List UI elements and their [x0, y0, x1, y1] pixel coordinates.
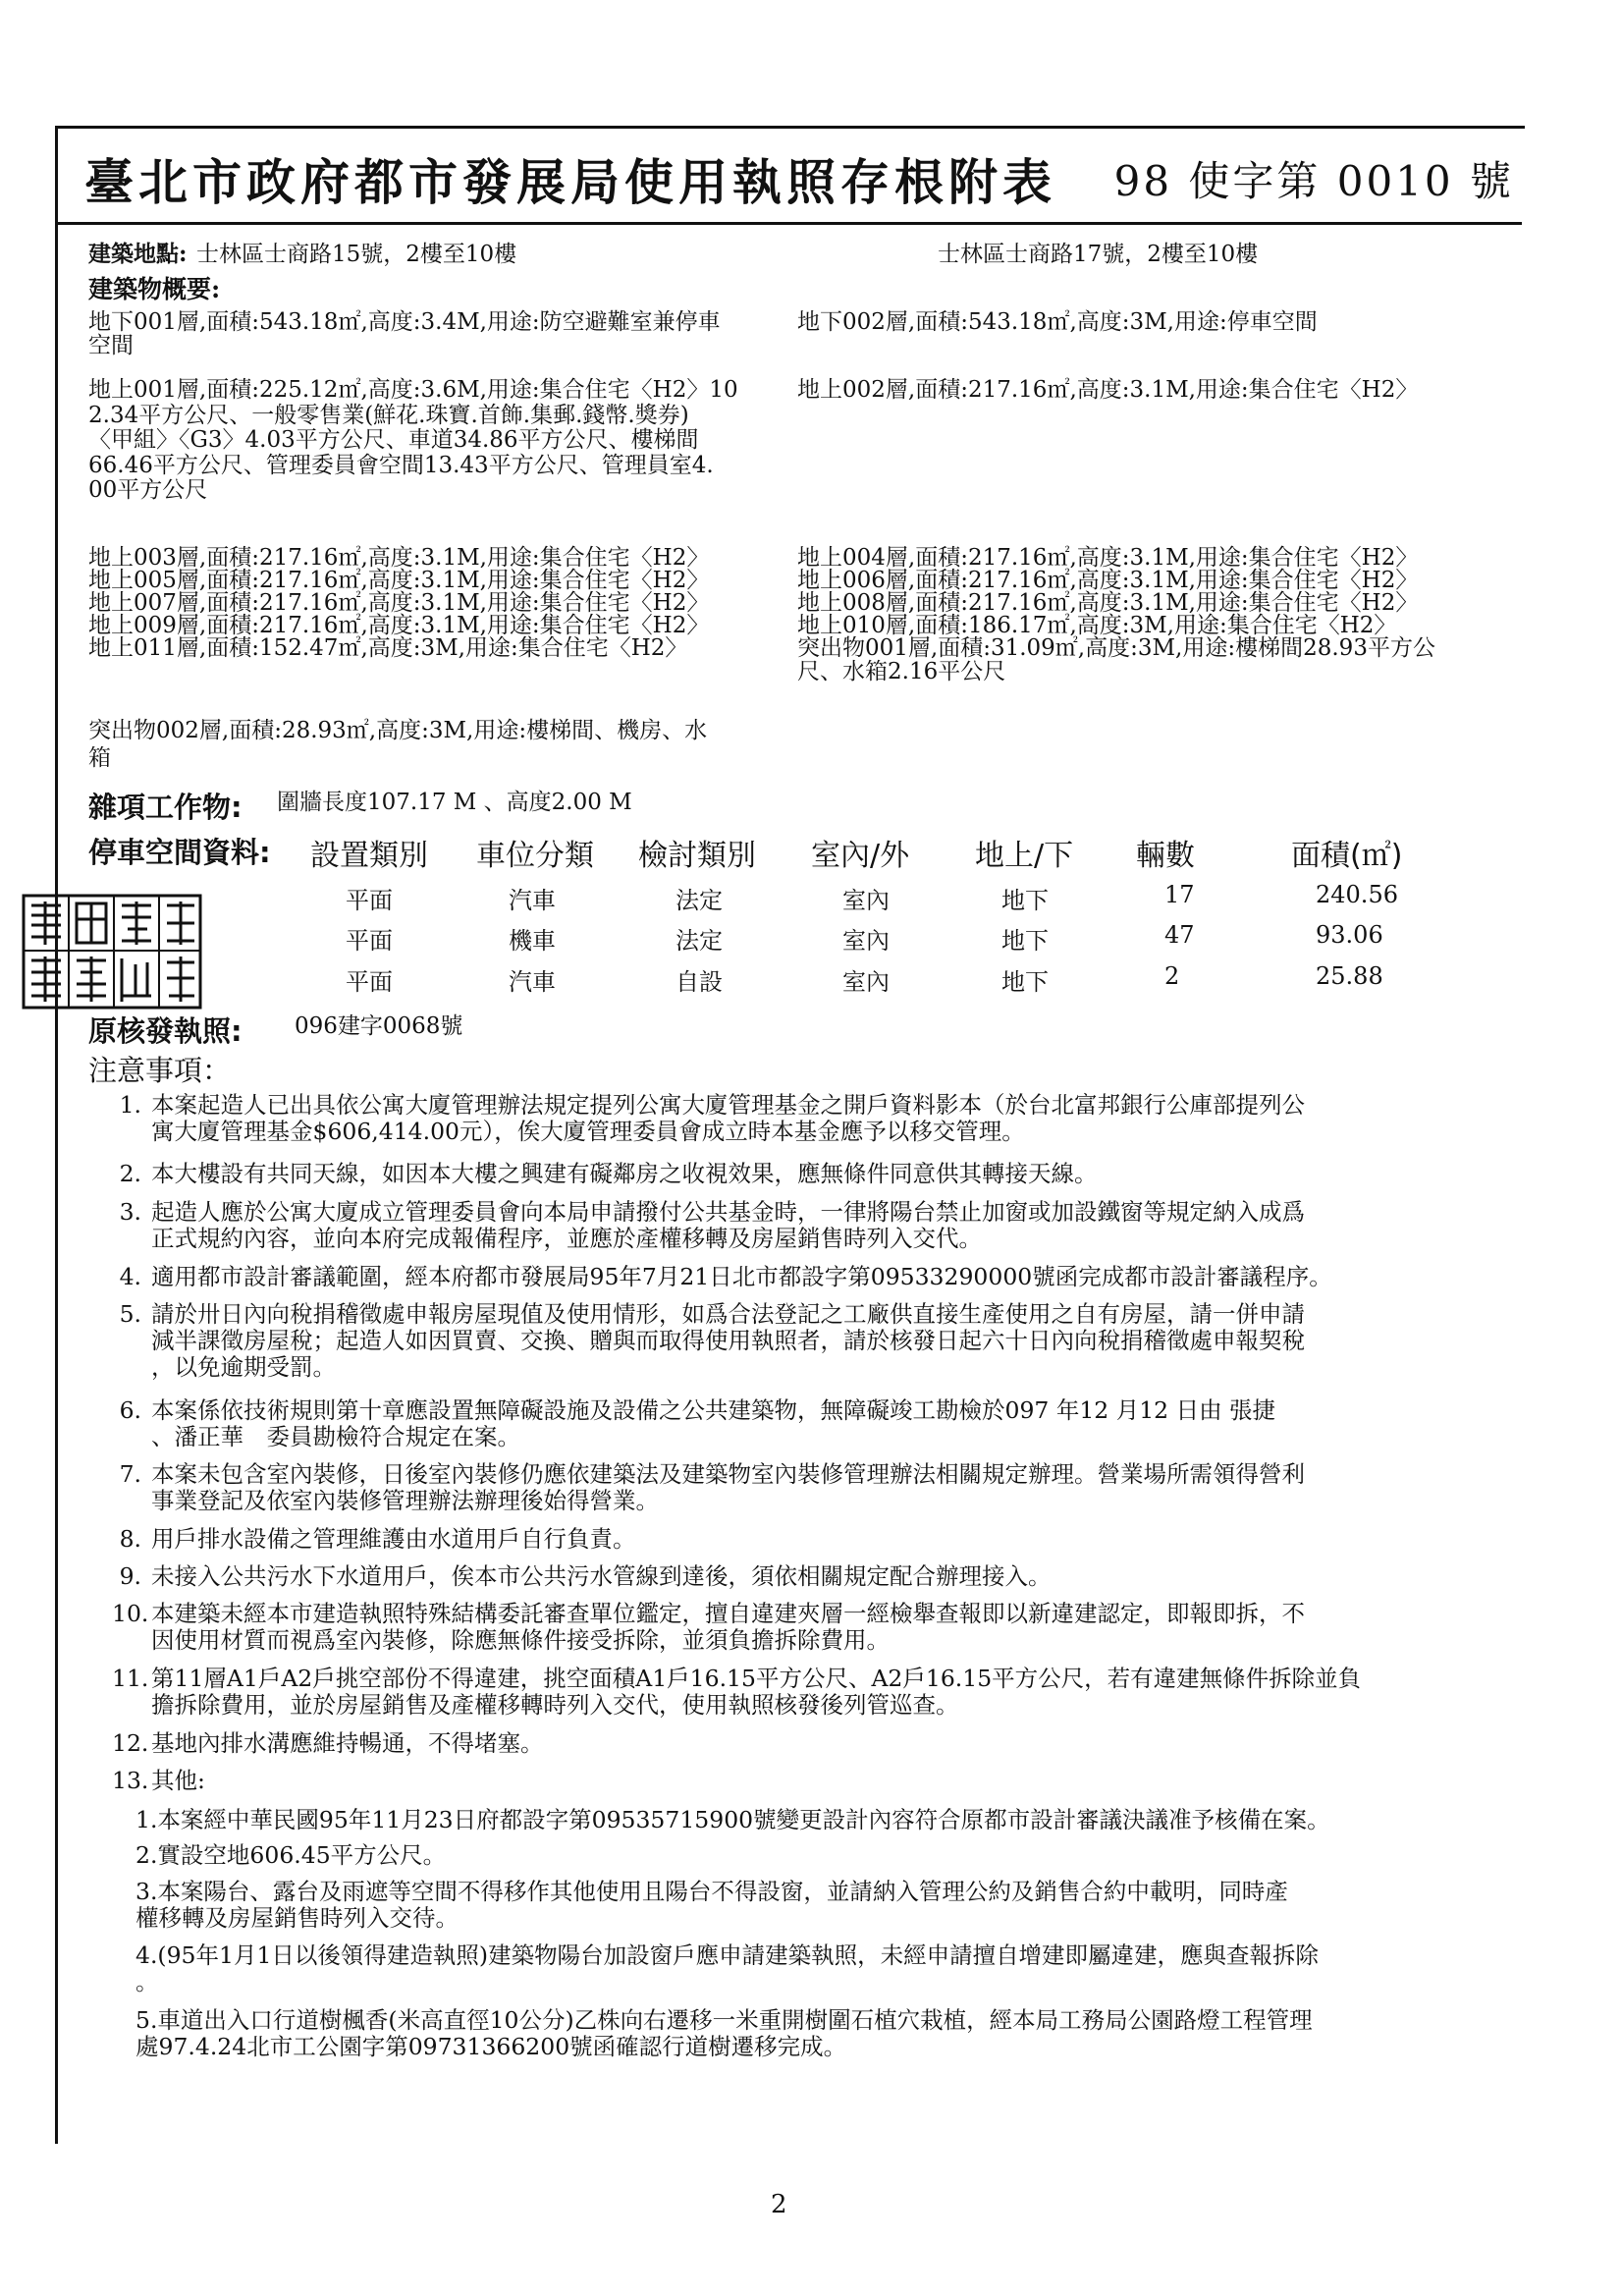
floor-right-4: 地上004層,面積:217.16㎡,高度:3.1M,用途:集合住宅〈H2〉: [797, 545, 1419, 571]
note-item: [112, 1729, 1575, 1757]
original-permit-value: 096建字0068號: [295, 1013, 463, 1039]
parking-cell: 47: [1164, 921, 1195, 949]
parking-cell: 2: [1164, 962, 1180, 990]
roof-1: 突出物001層,面積:31.09㎡,高度:3M,用途:樓梯間28.93平方公 尺、水箱2.16平公尺: [797, 635, 1435, 684]
note-text: 本建築未經本市建造執照特殊結構委託審查單位鑑定，擅自違建夾層一經檢舉查報即以新違建認定，即報即拆，不 因使用材質而視爲室內裝修，除應無條件接受拆除，並須負擔拆除費用。: [151, 1600, 1305, 1654]
floor-right-10: 地上010層,面積:186.17㎡,高度:3M,用途:集合住宅〈H2〉: [797, 613, 1397, 638]
note-number: 8.: [119, 1525, 141, 1553]
note-number: 3.: [119, 1198, 141, 1226]
parking-header-indoor: 室內/外: [811, 839, 910, 873]
parking-cell: 93.06: [1316, 921, 1383, 949]
note-item: [119, 1091, 1575, 1145]
parking-header-review: 檢討類別: [638, 839, 756, 873]
parking-header-class: 車位分類: [476, 839, 594, 873]
note-number: 11.: [112, 1665, 149, 1692]
note-item: [119, 1396, 1575, 1450]
note-number: 5.: [119, 1300, 141, 1328]
note-text: 起造人應於公寓大廈成立管理委員會向本局申請撥付公共基金時，一律將陽台禁止加窗或加設鐵窗等規定納入成爲 正式規約內容，並向本府完成報備程序，並應於產權移轉及房屋銷售時列入交代。: [151, 1198, 1305, 1252]
official-seal-stamp-icon: [20, 894, 204, 1011]
note-text: 適用都市設計審議範圍，經本府都市發展局95年7月21日北市都設字第09533290000號函完成都市設計審議程序。: [151, 1263, 1332, 1290]
note-item: [119, 1460, 1575, 1514]
note-number: 7.: [119, 1460, 141, 1488]
parking-cell: 自設: [675, 968, 723, 996]
note-number: 6.: [119, 1396, 141, 1424]
note-text: 本案係依技術規則第十章應設置無障礙設施及設備之公共建築物，無障礙竣工勘檢於097 年12 月12 日由 張捷 、潘正華 委員勘檢符合規定在案。: [151, 1396, 1276, 1450]
other-item: 2.實設空地606.45平方公尺。: [135, 1841, 447, 1869]
parking-header-level: 地上/下: [975, 839, 1074, 873]
floor-left-5: 地上005層,面積:217.16㎡,高度:3.1M,用途:集合住宅〈H2〉: [88, 568, 710, 593]
parking-cell: 機車: [509, 927, 556, 955]
note-item: [119, 1198, 1575, 1252]
note-text: 請於卅日內向稅捐稽徵處申報房屋現值及使用情形，如爲合法登記之工廠供直接生產使用之自有房屋，請一併申請 減半課徵房屋稅；起造人如因買賣、交換、贈與而取得使用執照者，請於核發日起六十日內向稅捐稽徵處申報契稅 ，以免逾期受罰。: [151, 1300, 1305, 1381]
note-item: [112, 1600, 1575, 1654]
floor-right-6: 地上006層,面積:217.16㎡,高度:3.1M,用途:集合住宅〈H2〉: [797, 568, 1419, 593]
floor-left-11: 地上011層,面積:152.47㎡,高度:3M,用途:集合住宅〈H2〉: [88, 635, 688, 661]
note-number: 4.: [119, 1263, 141, 1290]
notes-label: 注意事項：: [88, 1054, 232, 1087]
parking-cell: 平面: [346, 968, 393, 996]
parking-cell: 汽車: [509, 968, 556, 996]
parking-cell: 240.56: [1316, 881, 1398, 908]
parking-cell: 25.88: [1316, 962, 1383, 990]
other-item: 5.車道出入口行道樹楓香(米高直徑10公分)乙株向右遷移一米重開樹圍石植穴栽植，經本局工務局公園路燈工程管理 處97.4.24北市工公園字第09731366200號函確認行道樹遷移完成。: [135, 2006, 1313, 2060]
site-address-2: 士林區士商路17號，2樓至10樓: [938, 242, 1259, 267]
parking-cell: 汽車: [509, 887, 556, 914]
misc-value: 圍牆長度107.17 M 、高度2.00 M: [277, 790, 632, 815]
floor-left-9: 地上009層,面積:217.16㎡,高度:3.1M,用途:集合住宅〈H2〉: [88, 613, 710, 638]
parking-cell: 地下: [1001, 887, 1049, 914]
note-text: 其他:: [151, 1767, 205, 1794]
original-permit-label: 原核發執照:: [88, 1014, 243, 1048]
floor-right-8: 地上008層,面積:217.16㎡,高度:3.1M,用途:集合住宅〈H2〉: [797, 590, 1419, 616]
parking-cell: 室內: [842, 887, 890, 914]
parking-cell: 17: [1164, 881, 1195, 908]
overview-label: 建築物概要:: [88, 275, 221, 303]
floor-1: 地上001層,面積:225.12㎡,高度:3.6M,用途:集合住宅〈H2〉10 2.34平方公尺、一般零售業(鮮花.珠寶.首飾.集郵.錢幣.獎券) 〈甲組〉〈G3〉4.03平方公尺、車道34.86平方公尺、樓梯間 66.46平方公尺、管理委員會空間13.43平方公尺、管理員室4. 00平方公尺: [88, 377, 738, 503]
note-text: 第11層A1戶A2戶挑空部份不得違建，挑空面積A1戶16.15平方公尺、A2戶16.15平方公尺，若有違建無條件拆除並負 擔拆除費用，並於房屋銷售及產權移轉時列入交代，使用執照核發後列管巡查。: [151, 1665, 1362, 1719]
note-number: 12.: [112, 1729, 149, 1757]
parking-cell: 室內: [842, 968, 890, 996]
parking-header-count: 輛數: [1136, 839, 1195, 873]
note-number: 2.: [119, 1160, 141, 1187]
parking-label: 停車空間資料:: [88, 836, 271, 869]
note-text: 本大樓設有共同天線，如因本大樓之興建有礙鄰房之收視效果，應無條件同意供其轉接天線。: [151, 1160, 1098, 1187]
parking-cell: 法定: [675, 887, 723, 914]
note-text: 基地內排水溝應維持暢通，不得堵塞。: [151, 1729, 544, 1757]
parking-cell: 地下: [1001, 968, 1049, 996]
title-bar: [55, 126, 1522, 225]
note-number: 13.: [112, 1767, 149, 1794]
floor-b1: 地下001層,面積:543.18㎡,高度:3.4M,用途:防空避難室兼停車 空間: [88, 309, 721, 358]
note-item: [112, 1767, 1575, 1794]
misc-label: 雜項工作物:: [88, 791, 243, 824]
parking-cell: 平面: [346, 887, 393, 914]
note-item: [112, 1665, 1575, 1719]
note-text: 本案起造人已出具依公寓大廈管理辦法規定提列公寓大廈管理基金之開戶資料影本（於台北富邦銀行公庫部提列公 寓大廈管理基金$606,414.00元），俟大廈管理委員會成立時本基金應予以移交管理。: [151, 1091, 1305, 1145]
page-number: 2: [771, 2190, 787, 2219]
roof-2: 突出物002層,面積:28.93㎡,高度:3M,用途:樓梯間、機房、水 箱: [88, 718, 708, 771]
site-label: 建築地點:: [88, 241, 188, 267]
parking-header-area: 面積(㎡): [1291, 839, 1403, 873]
note-text: 用戶排水設備之管理維護由水道用戶自行負責。: [151, 1525, 636, 1553]
permit-number: 98 使字第 0010 號: [1113, 157, 1514, 205]
note-item: [119, 1263, 1575, 1290]
note-item: [119, 1300, 1575, 1381]
parking-cell: 地下: [1001, 927, 1049, 955]
document-title: 臺北市政府都市發展局使用執照存根附表: [84, 153, 1056, 211]
note-number: 10.: [112, 1600, 149, 1627]
site-address-1: 士林區士商路15號，2樓至10樓: [196, 242, 517, 267]
other-item: 4.(95年1月1日以後領得建造執照)建築物陽台加設窗戶應申請建築執照，未經申請擅自增建即屬違建，應與查報拆除 。: [135, 1941, 1320, 1995]
note-item: [119, 1562, 1575, 1590]
floor-b2: 地下002層,面積:543.18㎡,高度:3M,用途:停車空間: [797, 309, 1318, 335]
parking-cell: 室內: [842, 927, 890, 955]
other-item: 1.本案經中華民國95年11月23日府都設字第09535715900號變更設計內容符合原都市設計審議決議准予核備在案。: [135, 1806, 1330, 1833]
floor-2: 地上002層,面積:217.16㎡,高度:3.1M,用途:集合住宅〈H2〉: [797, 377, 1419, 403]
floor-left-3: 地上003層,面積:217.16㎡,高度:3.1M,用途:集合住宅〈H2〉: [88, 545, 710, 571]
note-text: 本案未包含室內裝修，日後室內裝修仍應依建築法及建築物室內裝修管理辦法相關規定辦理。營業場所需領得營利 事業登記及依室內裝修管理辦法辦理後始得營業。: [151, 1460, 1305, 1514]
note-text: 未接入公共污水下水道用戶，俟本市公共污水管線到達後，須依相關規定配合辦理接入。: [151, 1562, 1052, 1590]
note-number: 9.: [119, 1562, 141, 1590]
note-item: [119, 1160, 1575, 1187]
floor-left-7: 地上007層,面積:217.16㎡,高度:3.1M,用途:集合住宅〈H2〉: [88, 590, 710, 616]
note-item: [119, 1525, 1575, 1553]
note-number: 1.: [119, 1091, 141, 1119]
other-item: 3.本案陽台、露台及雨遮等空間不得移作其他使用且陽台不得設窗，並請納入管理公約及銷售合約中載明，同時產 權移轉及房屋銷售時列入交待。: [135, 1878, 1288, 1932]
parking-cell: 平面: [346, 927, 393, 955]
parking-header-type: 設置類別: [310, 839, 428, 873]
parking-cell: 法定: [675, 927, 723, 955]
